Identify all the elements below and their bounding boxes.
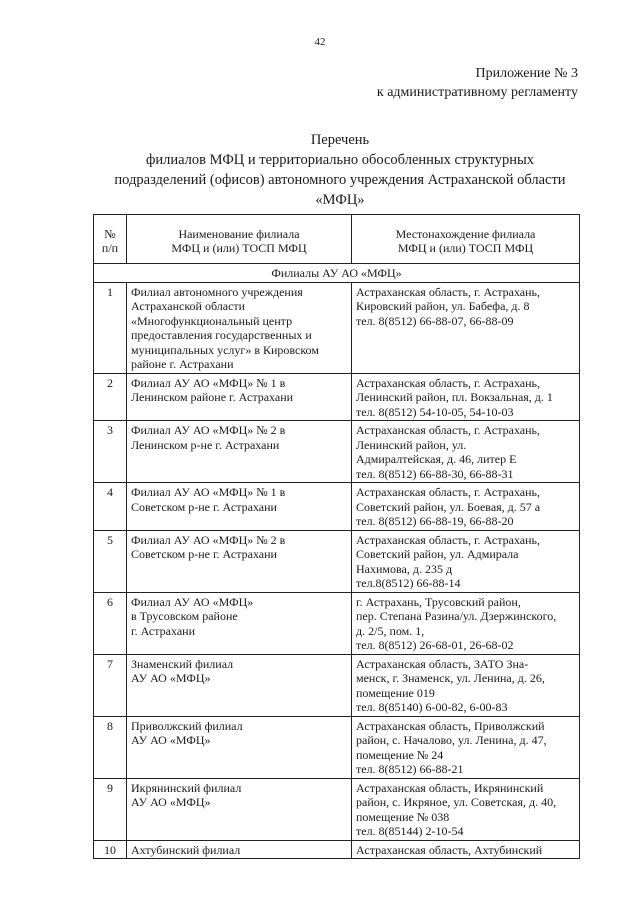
row-number: 8 xyxy=(94,716,127,778)
branch-name: Филиал АУ АО «МФЦ» № 1 в Ленинском районе г. Астрахани xyxy=(127,373,352,421)
branch-location: Астраханская область, г. Астрахань, Советский район, ул. Адмирала Нахимова, д. 235 д тел.8(8512) 66-88-14 xyxy=(352,530,580,592)
table-row xyxy=(94,282,580,373)
row-number: 7 xyxy=(94,654,127,716)
document-title xyxy=(80,130,600,210)
branch-name: Филиал АУ АО «МФЦ» № 1 в Советском р-не г. Астрахани xyxy=(127,483,352,531)
branches-table xyxy=(93,214,580,859)
row-number: 9 xyxy=(94,778,127,840)
table-row xyxy=(94,840,580,859)
branch-name: Филиал АУ АО «МФЦ» № 2 в Ленинском р-не г. Астрахани xyxy=(127,421,352,483)
appendix-line-1: Приложение № 3 xyxy=(475,66,578,81)
branch-name: Филиал АУ АО «МФЦ» № 2 в Советском р-не г. Астрахани xyxy=(127,530,352,592)
row-number: 1 xyxy=(94,282,127,373)
branch-location: Астраханская область, Ахтубинский xyxy=(352,840,580,859)
table-row xyxy=(94,530,580,592)
table-row xyxy=(94,373,580,421)
table-row xyxy=(94,483,580,531)
branch-name: Ахтубинский филиал xyxy=(127,840,352,859)
header-location: Местонахождение филиала МФЦ и (или) ТОСП МФЦ xyxy=(352,215,580,264)
title-line-1: Перечень xyxy=(310,132,370,148)
row-number: 4 xyxy=(94,483,127,531)
row-number: 5 xyxy=(94,530,127,592)
branch-location: Астраханская область, Икрянинский район, с. Икряное, ул. Советская, д. 40, помещение № 038 тел. 8(85144) 2-10-54 xyxy=(352,778,580,840)
branch-name: Филиал АУ АО «МФЦ» в Трусовском районе г. Астрахани xyxy=(127,592,352,654)
table-row xyxy=(94,654,580,716)
branch-location: г. Астрахань, Трусовский район, пер. Степана Разина/ул. Дзержинского, д. 2/5, пом. 1, тел. 8(8512) 26-68-01, 26-68-02 xyxy=(352,592,580,654)
appendix-line-2: к административному регламенту xyxy=(376,85,578,100)
section-title: Филиалы АУ АО «МФЦ» xyxy=(94,264,580,283)
row-number: 6 xyxy=(94,592,127,654)
table-row xyxy=(94,778,580,840)
header-name: Наименование филиала МФЦ и (или) ТОСП МФЦ xyxy=(127,215,352,264)
table-row xyxy=(94,421,580,483)
title-line-4: «МФЦ» xyxy=(315,192,365,208)
header-num: № п/п xyxy=(94,215,127,264)
title-line-2: филиалов МФЦ и территориально обособленных структурных xyxy=(145,152,535,168)
table-header-row xyxy=(94,215,580,264)
branch-location: Астраханская область, Приволжский район, с. Началово, ул. Ленина, д. 47, помещение № 24 тел. 8(8512) 66-88-21 xyxy=(352,716,580,778)
row-number: 2 xyxy=(94,373,127,421)
branch-name: Филиал автономного учреждения Астраханской области «Многофункциональный центр предоставления государственных и муниципальных услуг» в Кировском районе г. Астрахани xyxy=(127,282,352,373)
branch-name: Приволжский филиал АУ АО «МФЦ» xyxy=(127,716,352,778)
branch-location: Астраханская область, ЗАТО Зна- менск, г. Знаменск, ул. Ленина, д. 26, помещение 019 тел. 8(85140) 6-00-82, 6-00-83 xyxy=(352,654,580,716)
table-row xyxy=(94,592,580,654)
row-number: 10 xyxy=(94,840,127,859)
branch-name: Знаменский филиал АУ АО «МФЦ» xyxy=(127,654,352,716)
appendix-caption xyxy=(377,64,578,102)
branch-location: Астраханская область, г. Астрахань, Кировский район, ул. Бабефа, д. 8 тел. 8(8512) 66-88-07, 66-88-09 xyxy=(352,282,580,373)
branch-location: Астраханская область, г. Астрахань, Ленинский район, ул. Адмиралтейская, д. 46, литер Е тел. 8(8512) 66-88-30, 66-88-31 xyxy=(352,421,580,483)
branch-location: Астраханская область, г. Астрахань, Советский район, ул. Боевая, д. 57 а тел. 8(8512) 66-88-19, 66-88-20 xyxy=(352,483,580,531)
section-row xyxy=(94,264,580,283)
table-row xyxy=(94,716,580,778)
title-line-3: подразделений (офисов) автономного учреждения Астраханской области xyxy=(114,172,566,188)
page-number: 42 xyxy=(314,36,326,48)
row-number: 3 xyxy=(94,421,127,483)
branch-location: Астраханская область, г. Астрахань, Ленинский район, пл. Вокзальная, д. 1 тел. 8(8512) 54-10-05, 54-10-03 xyxy=(352,373,580,421)
branch-name: Икрянинский филиал АУ АО «МФЦ» xyxy=(127,778,352,840)
